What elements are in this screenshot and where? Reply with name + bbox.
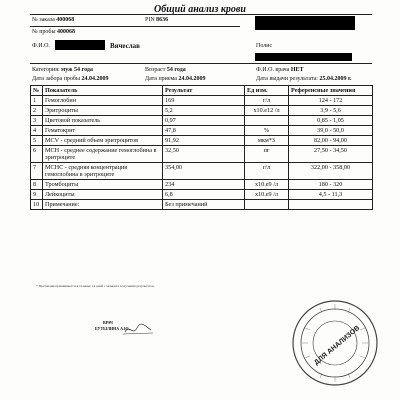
row-reference: 0,85 - 1,05 — [289, 116, 373, 126]
clinic-stamp — [290, 298, 380, 388]
row-reference: 39,0 - 50,0 — [289, 126, 373, 136]
sample-label: № пробы 400068 — [32, 29, 76, 35]
table-header-row — [31, 86, 373, 96]
doctor-signature — [95, 318, 155, 338]
row-reference: 124 - 172 — [289, 96, 373, 106]
row-result: Без примечаний — [163, 200, 245, 210]
table-row — [31, 190, 373, 200]
category: Категория: муж 54 года — [32, 67, 93, 73]
row-reference: 4,5 - 11,3 — [289, 190, 373, 200]
page-title: Общий анализ крови — [154, 4, 246, 15]
row-unit: г/л — [245, 96, 289, 106]
fio-label: Ф.И.О. — [32, 43, 50, 49]
result-date: Дата выдачи результата: 25.04.2009 г. — [256, 76, 352, 82]
row-result: 234 — [163, 180, 245, 190]
table-row — [31, 106, 373, 116]
table-row — [31, 180, 373, 190]
row-reference: 27,50 - 34,50 — [289, 146, 373, 163]
redacted-box — [255, 16, 355, 30]
table-row — [31, 126, 373, 136]
row-unit: мкм*3 — [245, 136, 289, 146]
divider — [30, 14, 372, 15]
row-result: 5,2 — [163, 106, 245, 116]
row-reference: 322,00 - 358,00 — [289, 163, 373, 180]
row-unit: x10.e9 /л — [245, 180, 289, 190]
signature-role: ВРАЧ — [103, 320, 113, 325]
signature-scribble — [95, 318, 155, 338]
row-result: 0,97 — [163, 116, 245, 126]
row-reference — [289, 200, 373, 210]
row-number: 7 — [31, 163, 43, 180]
row-number: 6 — [31, 146, 43, 163]
col-header-unit: Ед изм. — [245, 86, 289, 96]
results-table — [30, 85, 373, 210]
row-number: 1 — [31, 96, 43, 106]
row-number: 5 — [31, 136, 43, 146]
row-indicator: Эритроциты — [43, 106, 163, 116]
row-reference: 180 - 320 — [289, 180, 373, 190]
row-number: 8 — [31, 180, 43, 190]
table-row — [31, 136, 373, 146]
col-header-result: Результат — [163, 86, 245, 96]
row-result: 91,92 — [163, 136, 245, 146]
row-indicator: Тромбоциты — [43, 180, 163, 190]
divider — [30, 63, 372, 64]
table-row — [31, 146, 373, 163]
col-header-indicator: Показатель — [43, 86, 163, 96]
order-label: № заказа 400068 — [32, 17, 75, 23]
pin-label: PIN 8636 — [145, 17, 169, 23]
doctor: Ф.И.О. врача НЕТ — [256, 67, 304, 73]
row-result: 169 — [163, 96, 245, 106]
row-unit: г/л — [245, 163, 289, 180]
row-indicator: Лейкоциты — [43, 190, 163, 200]
col-header-reference: Референсные значения — [289, 86, 373, 96]
row-indicator: MCV - средний объем эритроцитов — [43, 136, 163, 146]
row-number: 2 — [31, 106, 43, 116]
stamp-center-text: ДЛЯ АНАЛИЗОВ — [313, 324, 362, 367]
claims-note: * Претензии принимаются в течение 14 дней с момента получения результатов. — [36, 284, 155, 288]
row-number: 4 — [31, 126, 43, 136]
divider — [30, 26, 240, 27]
row-unit — [245, 116, 289, 126]
row-indicator: Гемоглобин — [43, 96, 163, 106]
table-row — [31, 200, 373, 210]
row-unit: пг — [245, 146, 289, 163]
row-indicator: MCHC - средняя концентрация гемоглобина в эритроците — [43, 163, 163, 180]
row-result: 32,50 — [163, 146, 245, 163]
row-indicator: Цветовой показатель — [43, 116, 163, 126]
row-result: 6,8 — [163, 190, 245, 200]
signature-name: БУТЫЛИНА А.Ю. — [95, 326, 130, 331]
row-indicator: MCH - среднее содержание гемоглобина в эритроците — [43, 146, 163, 163]
redacted-name — [55, 40, 105, 50]
table-row — [31, 96, 373, 106]
table-row — [31, 116, 373, 126]
row-unit: x10.e9 /л — [245, 190, 289, 200]
row-indicator: Гематокрит — [43, 126, 163, 136]
patient-first-name: Вячеслав — [110, 42, 140, 50]
row-number: 10 — [31, 200, 43, 210]
age: Возраст 54 года — [145, 67, 186, 73]
row-indicator: Примечание: — [43, 200, 163, 210]
row-unit: % — [245, 126, 289, 136]
row-number: 9 — [31, 190, 43, 200]
sample-date: Дата забора пробы 24.04.2009 — [32, 76, 109, 82]
policy-label: Полис — [256, 43, 273, 49]
receive-date: Дата приема 24.04.2009 — [145, 76, 206, 82]
row-unit — [245, 200, 289, 210]
col-header-number: № — [31, 86, 43, 96]
table-row — [31, 163, 373, 180]
row-result: 47,8 — [163, 126, 245, 136]
row-unit: x10.e12 /л — [245, 106, 289, 116]
row-reference: 3,9 - 5,6 — [289, 106, 373, 116]
row-result: 354,00 — [163, 163, 245, 180]
row-number: 3 — [31, 116, 43, 126]
row-reference: 82,00 - 94,00 — [289, 136, 373, 146]
redacted-policy — [255, 53, 352, 61]
